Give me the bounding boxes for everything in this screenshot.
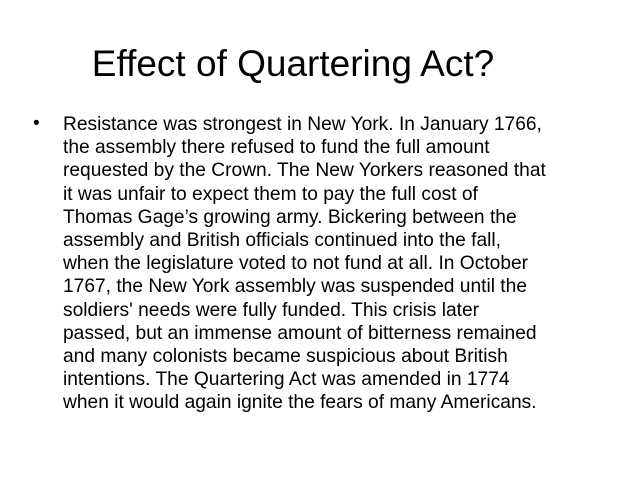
bullet-text-line: Thomas Gage’s growing army. Bickering between the [63,206,517,228]
bullet-text-line: passed, but an immense amount of bitterness remained [63,322,537,344]
bullet-text-line: it was unfair to expect them to pay the full cost of [63,183,478,205]
bullet-item [33,113,623,415]
bullet-text-line: when the legislature voted to not fund at all. In October [63,253,529,275]
bullet-text-line: requested by the Crown. The New Yorkers reasoned that [63,160,546,182]
bullet-text-line: Resistance was strongest in New York. In January 1766, [63,114,542,135]
slide-title: Effect of Quartering Act? [91,43,495,84]
bullet-text-line: intentions. The Quartering Act was amended in 1774 [63,369,510,391]
bullet-text-line: and many colonists became suspicious about British [63,346,508,368]
bullet-text-line: when it would again ignite the fears of many Americans. [63,392,537,414]
bullet-text-line: the assembly there refused to fund the full amount [63,137,490,159]
bullet-text-line: 1767, the New York assembly was suspended until the [63,276,527,298]
bullet-text-line: soldiers' needs were fully funded. This crisis later [63,299,480,321]
bullet-icon: • [33,113,40,134]
bullet-list [33,113,623,415]
bullet-text-line: assembly and British officials continued into the fall, [63,230,501,252]
